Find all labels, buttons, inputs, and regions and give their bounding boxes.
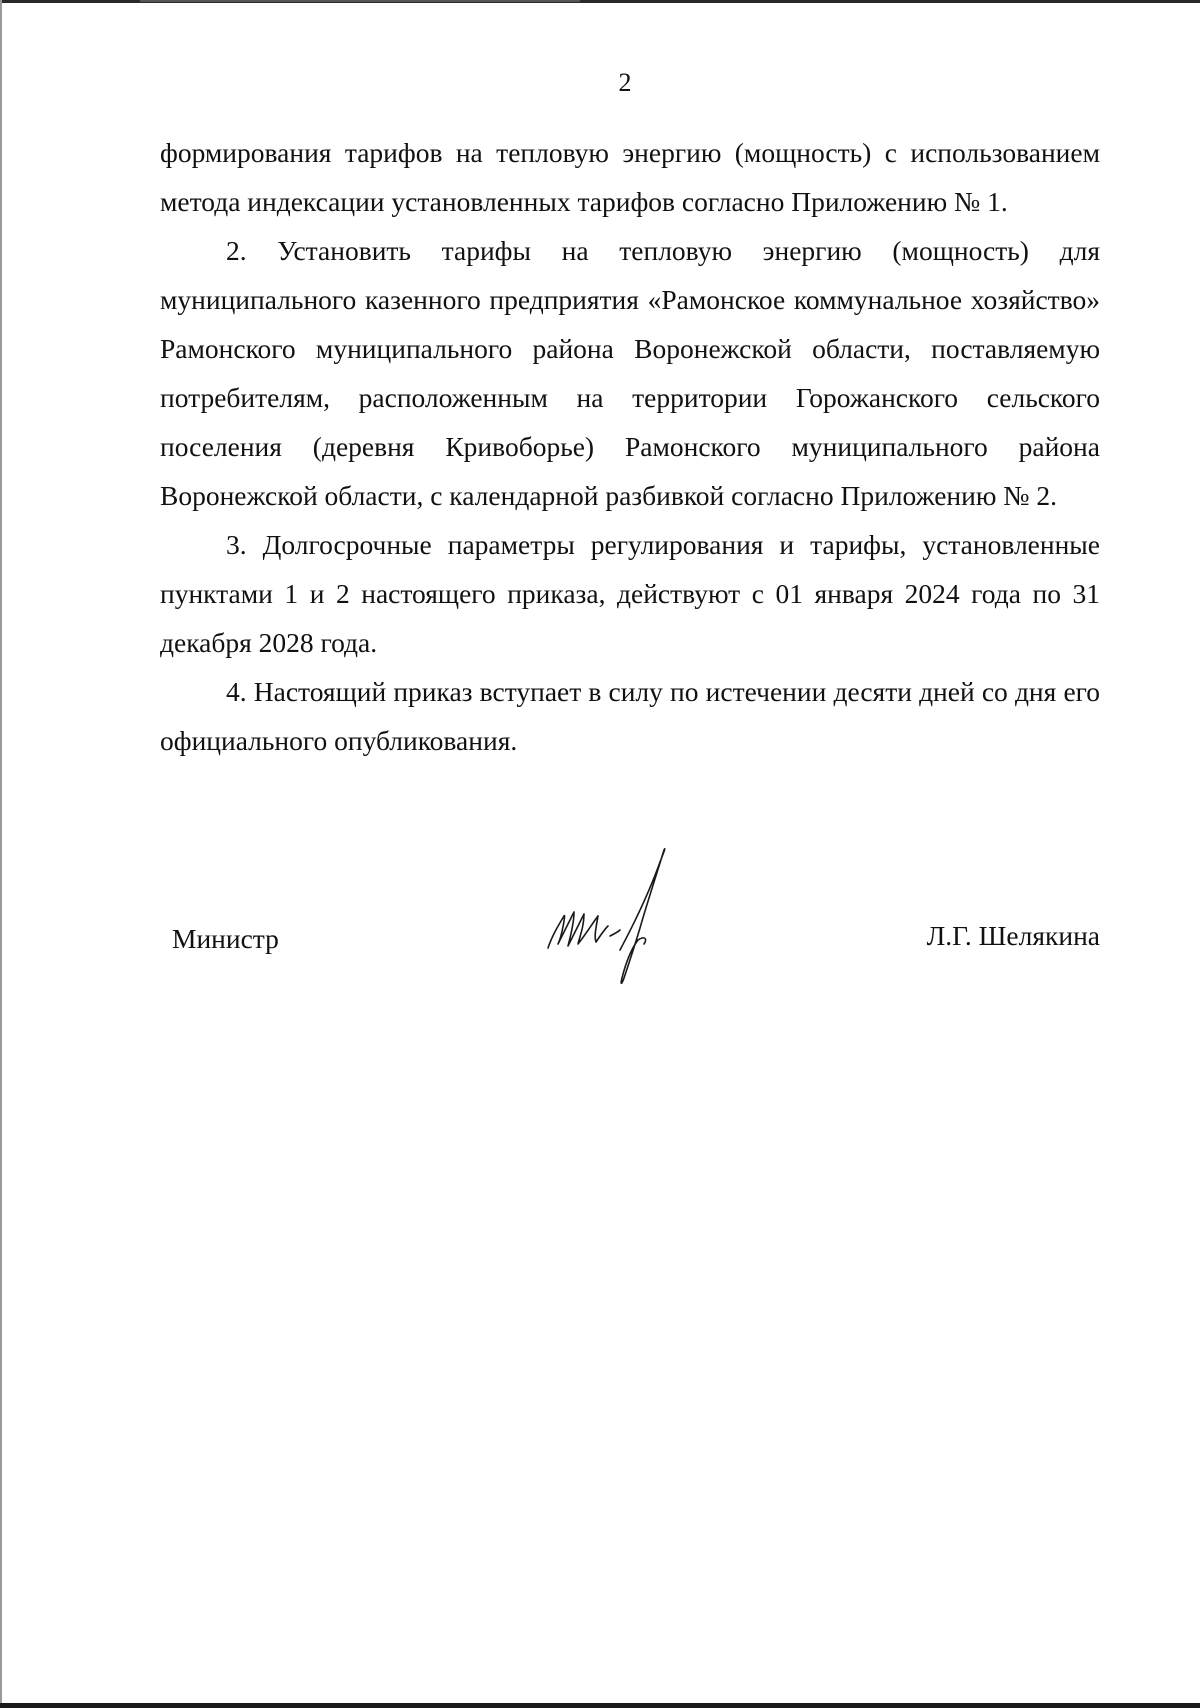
document-body — [160, 128, 1100, 765]
paragraph-continuation: формирования тарифов на тепловую энергию (мощность) с использованием метода индексации установленных тарифов согласно Приложению № 1. — [160, 137, 1100, 217]
signatory-name: Л.Г. Шелякина — [926, 920, 1100, 951]
paragraph-item-2: 2. Установить тарифы на тепловую энергию (мощность) для муниципального казенного предприятия «Рамонское коммунальное хозяйство» Рамонского муниципального района Воронежской области, поставляемую потребителям, расположенным на территории Горожанского сельского поселения (деревня Кривоборье) Рамонского муниципального района Воронежской области, с календарной разбивкой согласно Приложению № 2. — [160, 235, 1100, 511]
page-number: 2 — [618, 68, 632, 97]
paragraph-item-4: 4. Настоящий приказ вступает в силу по истечении десяти дней со дня его официального опубликования. — [160, 676, 1100, 756]
scan-left-edge — [0, 0, 2, 1708]
signatory-role: Министр — [172, 923, 279, 954]
paragraph-item-3: 3. Долгосрочные параметры регулирования и тарифы, установленные пунктами 1 и 2 настоящего приказа, действуют с 01 января 2024 года по 31 декабря 2028 года. — [160, 529, 1100, 658]
scan-bottom-edge — [0, 1703, 1200, 1708]
scan-top-edge-mark — [140, 0, 580, 2]
handwritten-signature — [540, 840, 720, 990]
